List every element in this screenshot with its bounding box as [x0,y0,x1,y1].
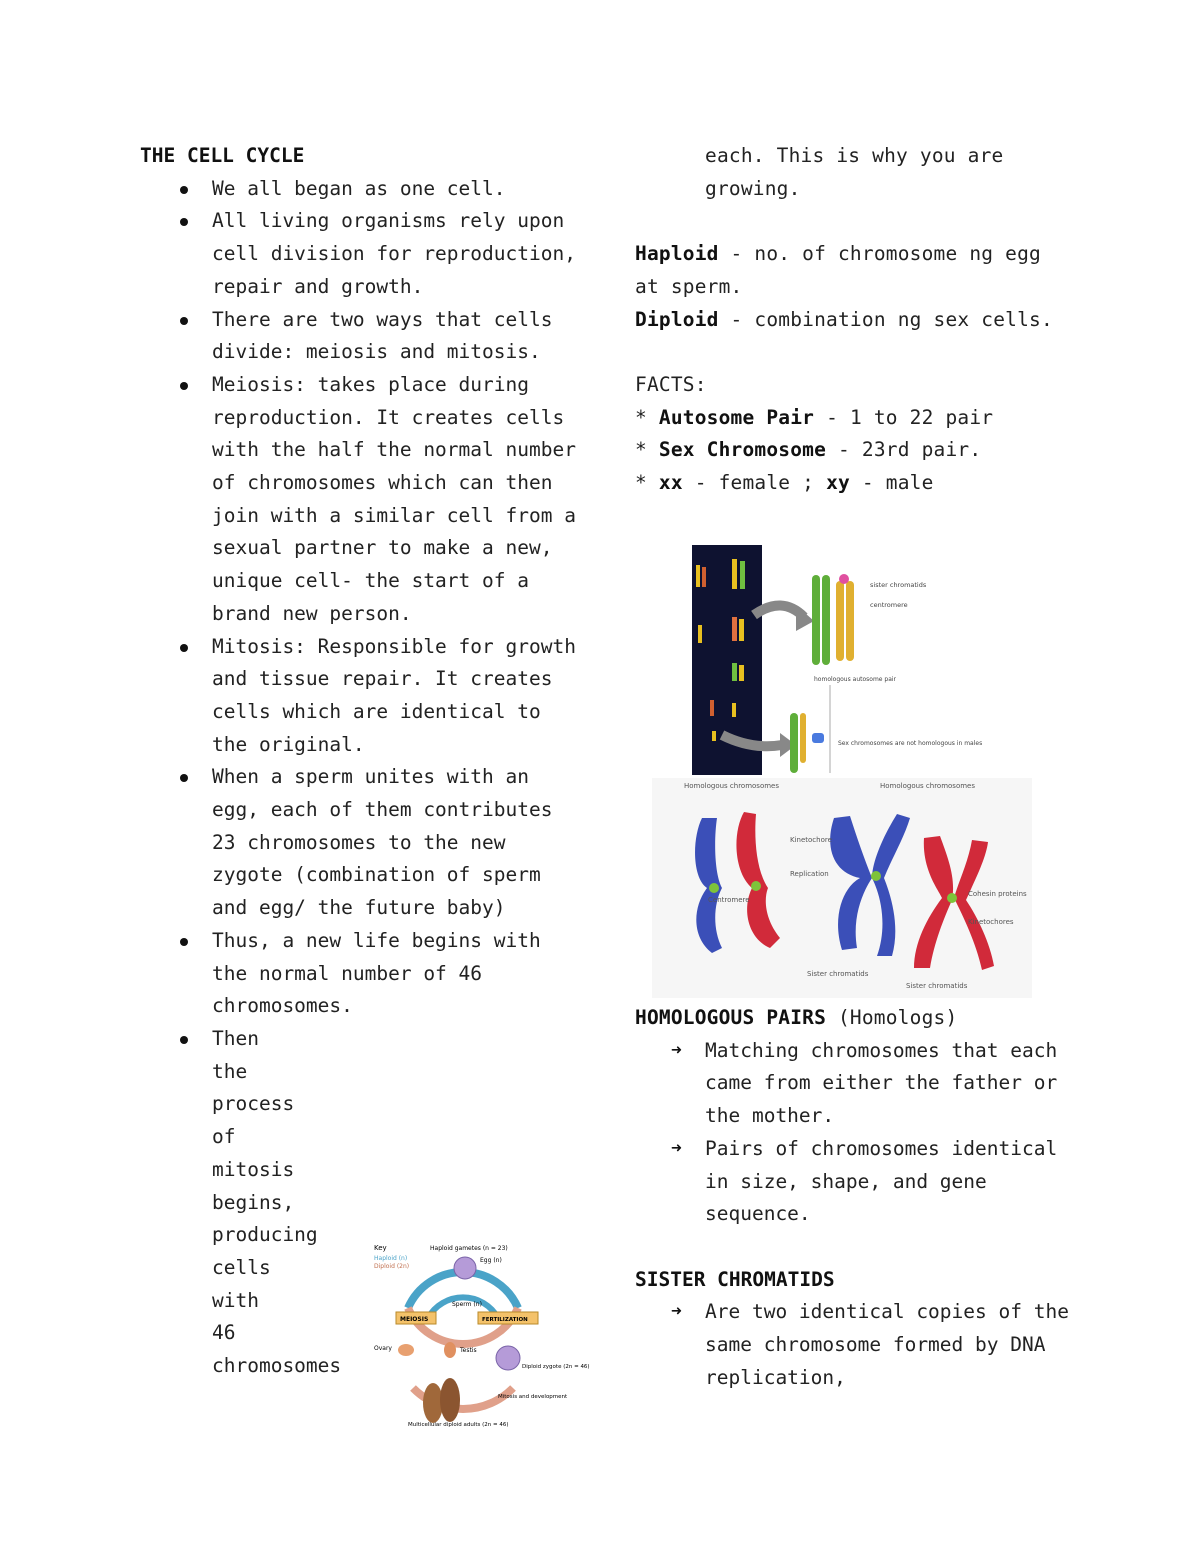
left-column [140,140,580,1383]
list-item: When a sperm unites with an egg, each of them contributes 23 chromosomes to the new zygote (combination of sperm and egg/ the future baby) [140,761,580,925]
continuation-text: each. This is why you are growing. [705,144,1004,200]
right-column-lower [635,1002,1075,1394]
sister-chromatids-label: sister chromatids [870,581,927,589]
sister-chromatids-heading: SISTER CHROMATIDS [635,1267,835,1291]
list-item: ➜ Pairs of chromosomes identical in size, shape, and gene sequence. [635,1133,1075,1231]
key-label: Key [374,1244,387,1252]
sex-chromosomes-label: Sex chromosomes are not homologous in males [838,740,983,747]
homologous-heading: HOMOLOGOUS PAIRS [635,1006,827,1029]
list-item: ➜ Are two identical copies of the same chromosome formed by DNA replication, [635,1296,1075,1394]
testis-label: Testis [460,1347,477,1354]
kinetochores-label: Kinetochores [968,918,1014,926]
adults-label: Multicellular diploid adults (2n = 46) [408,1422,509,1428]
meiosis-label: MEIOSIS [400,1316,429,1323]
mitosis-development-label: Mitosis and development [498,1394,568,1400]
gametes-label: Haploid gametes (n = 23) [430,1245,508,1252]
haploid-key-label: Haploid (n) [374,1255,408,1262]
centromere-label: centromere [870,601,908,609]
homologous-left-label: Homologous chromosomes [684,782,780,790]
sister-chromatids-label-2: Sister chromatids [906,982,968,990]
diploid-key-label: Diploid (2n) [374,1263,410,1270]
facts-heading: FACTS: [635,372,707,396]
sister-list [635,1296,1075,1394]
homologs-figure [652,778,1032,998]
list-item: Meiosis: takes place during reproduction. It creates cells with the half the normal number of chromosomes which can then join with a similar cell from a sexual partner to make a new, unique cell- the start of a brand new person. [140,369,580,631]
right-column [635,140,1075,500]
list-item: Then the process of mitosis begins, producing cells with 46 chromosomes [140,1023,580,1383]
cohesin-label: Cohesin proteins [968,890,1027,898]
list-item: Thus, a new life begins with the normal number of 46 chromosomes. [140,925,580,1023]
kinetochore-label: Kinetochore [790,836,832,844]
list-item: Mitosis: Responsible for growth and tissue repair. It creates cells which are identical to the original. [140,631,580,762]
fertilization-label: FERTILIZATION [482,1317,528,1323]
cell-cycle-list [140,173,580,1383]
list-item: There are two ways that cells divide: meiosis and mitosis. [140,304,580,369]
ovary-label: Ovary [374,1345,392,1352]
list-item: ➜ Matching chromosomes that each came from either the father or the mother. [635,1035,1075,1133]
homologous-autosome-label: homologous autosome pair [814,676,897,683]
list-item: All living organisms rely upon cell division for reproduction, repair and growth. [140,205,580,303]
diploid-definition: Diploid - combination ng sex cells. [635,307,1053,331]
diploid-term: Diploid [635,307,719,331]
replication-label: Replication [790,870,829,878]
homologous-list [635,1035,1075,1231]
fact-item: * Sex Chromosome - 23rd pair. [635,438,982,462]
sperm-label: Sperm (n) [452,1301,482,1308]
fact-item: * xx - female ; xy - male [635,471,934,494]
zygote-label: Diploid zygote (2n = 46) [522,1364,590,1370]
cell-cycle-title: THE CELL CYCLE [140,144,305,167]
list-item: We all began as one cell. [140,173,580,206]
haploid-term: Haploid [635,242,719,266]
egg-label: Egg (n) [480,1257,502,1264]
centromere-label: Centromere [708,896,750,904]
life-cycle-diagram [368,1238,590,1438]
homologous-right-label: Homologous chromosomes [880,782,976,790]
sister-chromatids-label-1: Sister chromatids [807,970,869,978]
fact-item: * Autosome Pair - 1 to 22 pair [635,405,994,429]
haploid-definition: Haploid - no. of chromosome ng egg at sperm. [635,242,1041,298]
karyotype-figure [692,545,983,775]
homologous-heading-line: HOMOLOGOUS PAIRS (Homologs) [635,1006,958,1029]
